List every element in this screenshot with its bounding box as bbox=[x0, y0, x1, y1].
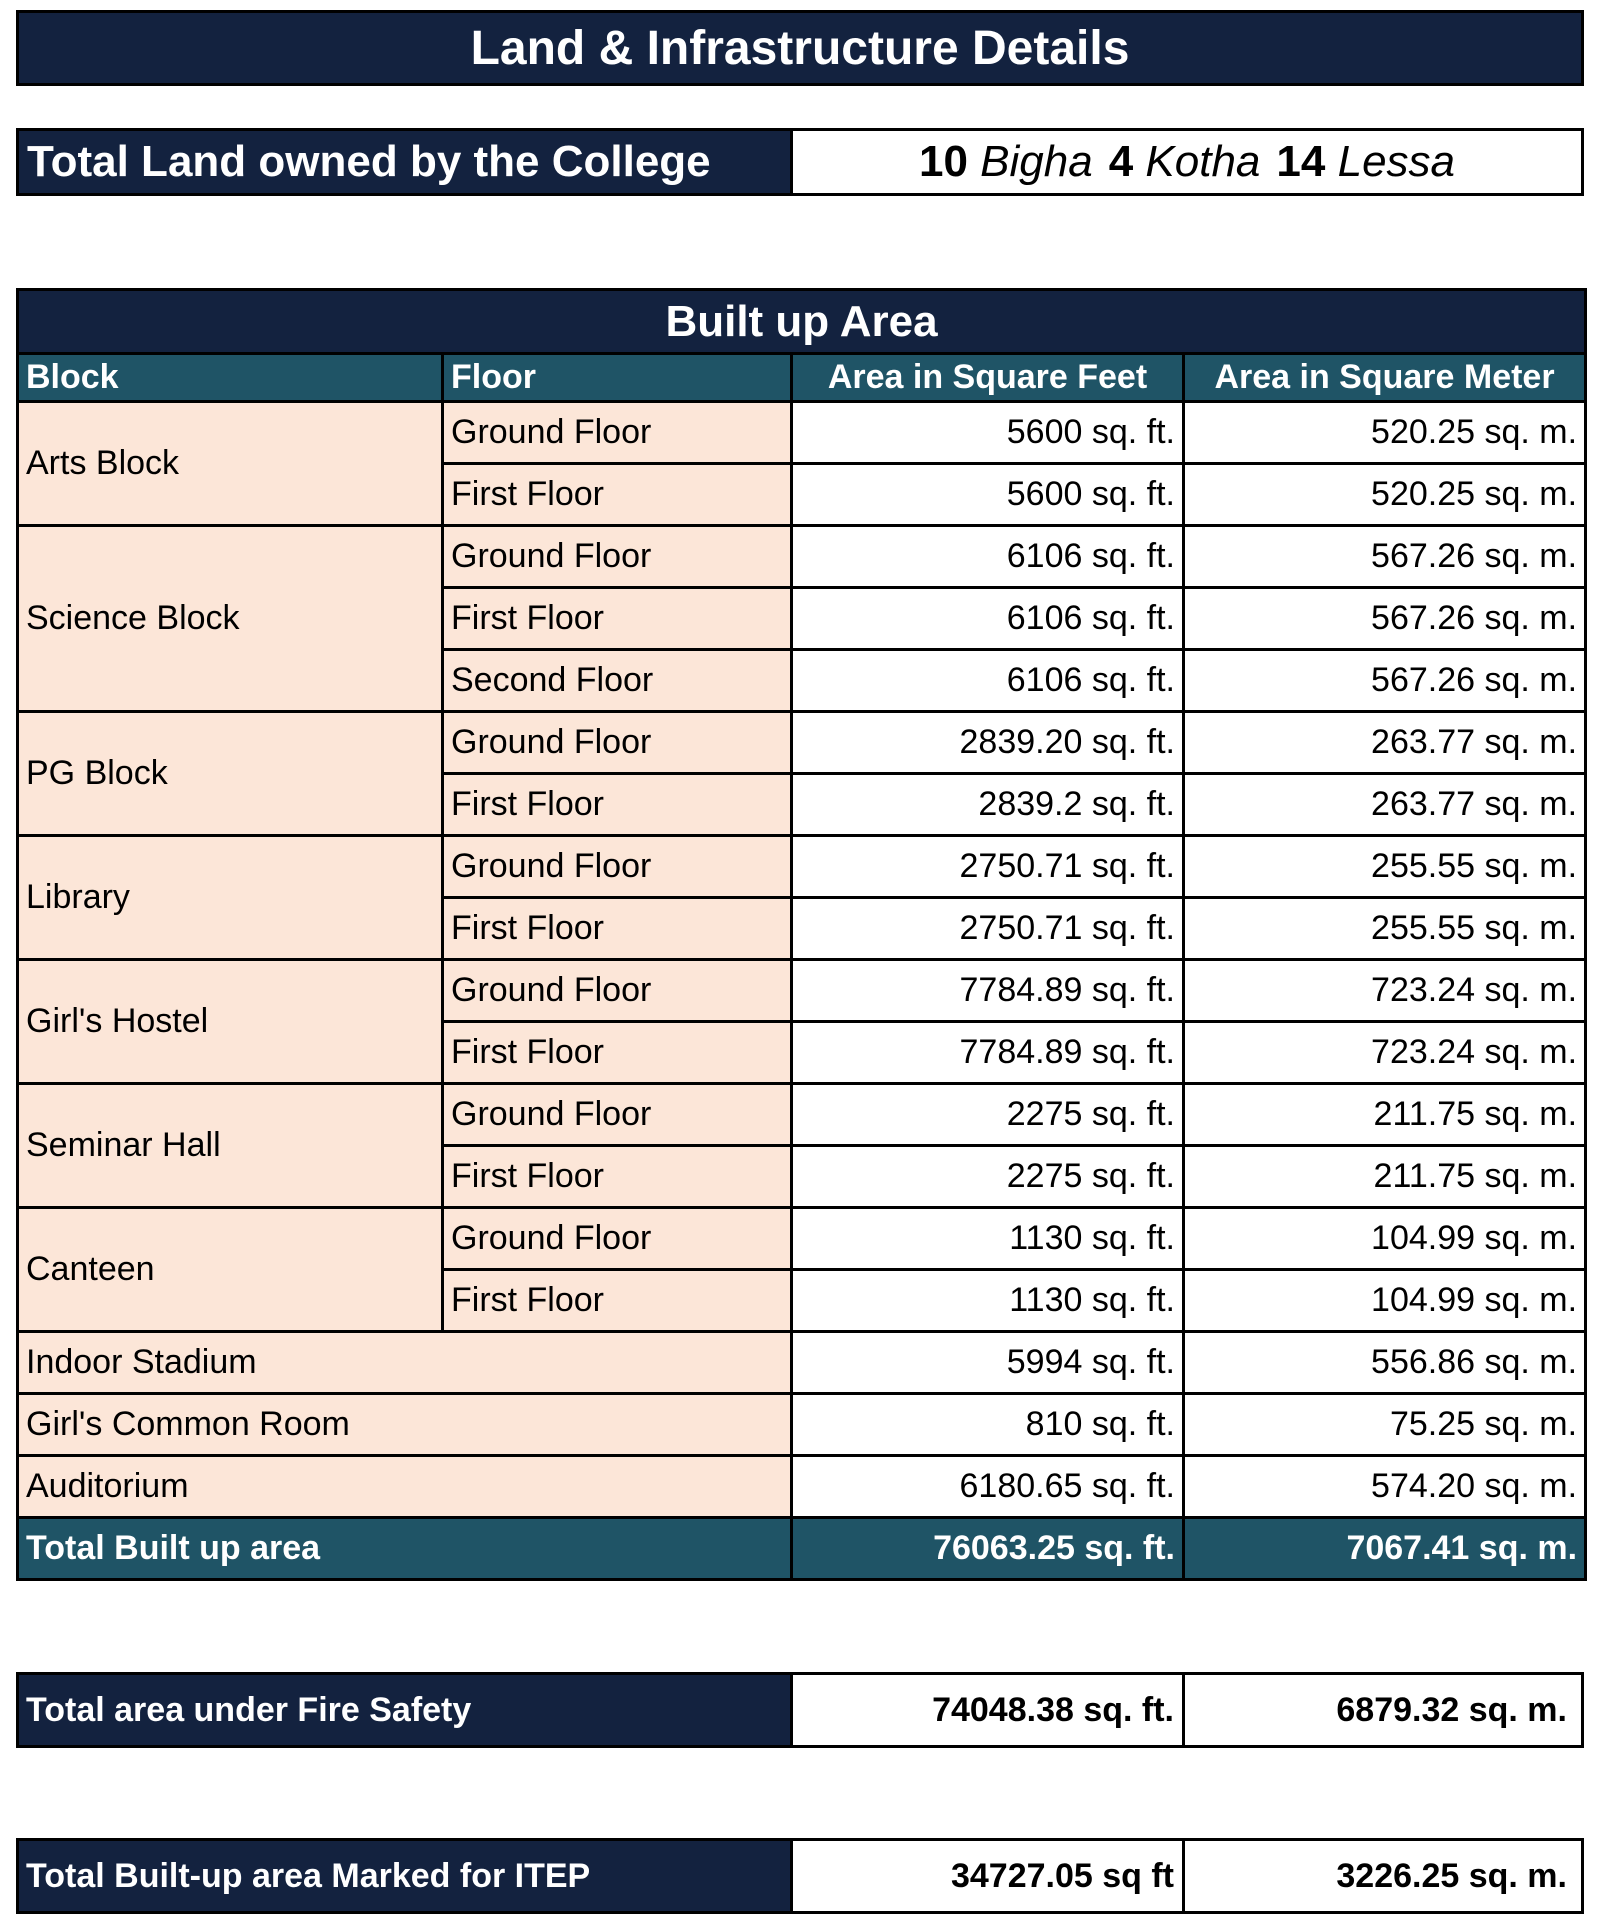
floor-name: First Floor bbox=[443, 1146, 792, 1208]
area-sqm: 567.26 sq. m. bbox=[1184, 650, 1586, 712]
area-sqm: 723.24 sq. m. bbox=[1184, 960, 1586, 1022]
area-sqm: 556.86 sq. m. bbox=[1184, 1332, 1586, 1394]
floor-name: Ground Floor bbox=[443, 1208, 792, 1270]
floor-name: Ground Floor bbox=[443, 836, 792, 898]
fire-safety-row bbox=[16, 1672, 1584, 1748]
table-row bbox=[18, 960, 1586, 1022]
area-sqft: 7784.89 sq. ft. bbox=[792, 960, 1184, 1022]
area-sqm: 567.26 sq. m. bbox=[1184, 526, 1586, 588]
area-sqm: 211.75 sq. m. bbox=[1184, 1084, 1586, 1146]
table-row bbox=[18, 402, 1586, 464]
area-sqft: 1130 sq. ft. bbox=[792, 1270, 1184, 1332]
floor-name: First Floor bbox=[443, 898, 792, 960]
area-sqft: 5994 sq. ft. bbox=[792, 1332, 1184, 1394]
total-sqm: 7067.41 sq. m. bbox=[1184, 1518, 1586, 1580]
area-sqm: 255.55 sq. m. bbox=[1184, 836, 1586, 898]
block-name: PG Block bbox=[18, 712, 443, 836]
kotha-number: 4 bbox=[1108, 137, 1134, 186]
built-up-caption: Built up Area bbox=[18, 290, 1586, 354]
itep-label: Total Built-up area Marked for ITEP bbox=[19, 1841, 793, 1911]
area-sqft: 2275 sq. ft. bbox=[792, 1146, 1184, 1208]
floor-name: First Floor bbox=[443, 1270, 792, 1332]
area-sqft: 2839.20 sq. ft. bbox=[792, 712, 1184, 774]
kotha-unit: Kotha bbox=[1145, 137, 1261, 186]
table-row bbox=[18, 1084, 1586, 1146]
header-sqm: Area in Square Meter bbox=[1184, 354, 1586, 402]
floor-name: Ground Floor bbox=[443, 1084, 792, 1146]
built-up-area-table bbox=[16, 288, 1584, 1581]
area-sqm: 567.26 sq. m. bbox=[1184, 588, 1586, 650]
itep-sqm: 3226.25 sq. m. bbox=[1336, 1856, 1567, 1895]
bigha-unit: Bigha bbox=[980, 137, 1093, 186]
area-sqft: 2839.2 sq. ft. bbox=[792, 774, 1184, 836]
block-name: Girl's Common Room bbox=[18, 1394, 792, 1456]
fire-safety-sqft: 74048.38 sq. ft. bbox=[793, 1675, 1185, 1745]
block-name: Arts Block bbox=[18, 402, 443, 526]
land-value bbox=[793, 131, 1581, 193]
table-row bbox=[18, 1456, 1586, 1518]
land-label: Total Land owned by the College bbox=[19, 131, 793, 193]
area-sqft: 2750.71 sq. ft. bbox=[792, 836, 1184, 898]
table-row bbox=[18, 1332, 1586, 1394]
floor-name: First Floor bbox=[443, 464, 792, 526]
land-summary bbox=[16, 128, 1584, 196]
block-name: Girl's Hostel bbox=[18, 960, 443, 1084]
itep-sqft: 34727.05 sq ft bbox=[793, 1841, 1185, 1911]
area-sqm: 104.99 sq. m. bbox=[1184, 1208, 1586, 1270]
page-title: Land & Infrastructure Details bbox=[16, 10, 1584, 86]
area-sqm: 255.55 sq. m. bbox=[1184, 898, 1586, 960]
area-sqm: 263.77 sq. m. bbox=[1184, 712, 1586, 774]
block-name: Canteen bbox=[18, 1208, 443, 1332]
total-row bbox=[18, 1518, 1586, 1580]
bigha-number: 10 bbox=[918, 137, 968, 186]
area-sqft: 6180.65 sq. ft. bbox=[792, 1456, 1184, 1518]
table-row bbox=[18, 1394, 1586, 1456]
area-sqm: 574.20 sq. m. bbox=[1184, 1456, 1586, 1518]
table-row bbox=[18, 1208, 1586, 1270]
floor-name: Ground Floor bbox=[443, 712, 792, 774]
area-sqm: 520.25 sq. m. bbox=[1184, 402, 1586, 464]
area-sqft: 5600 sq. ft. bbox=[792, 402, 1184, 464]
area-sqm: 723.24 sq. m. bbox=[1184, 1022, 1586, 1084]
header-block: Block bbox=[18, 354, 443, 402]
fire-safety-label: Total area under Fire Safety bbox=[19, 1675, 793, 1745]
floor-name: Ground Floor bbox=[443, 402, 792, 464]
block-name: Indoor Stadium bbox=[18, 1332, 792, 1394]
table-row bbox=[18, 712, 1586, 774]
area-sqft: 1130 sq. ft. bbox=[792, 1208, 1184, 1270]
block-name: Science Block bbox=[18, 526, 443, 712]
area-sqft: 6106 sq. ft. bbox=[792, 588, 1184, 650]
block-name: Auditorium bbox=[18, 1456, 792, 1518]
total-sqft: 76063.25 sq. ft. bbox=[792, 1518, 1184, 1580]
header-floor: Floor bbox=[443, 354, 792, 402]
floor-name: Ground Floor bbox=[443, 526, 792, 588]
table-row bbox=[18, 836, 1586, 898]
area-sqft: 7784.89 sq. ft. bbox=[792, 1022, 1184, 1084]
total-label: Total Built up area bbox=[18, 1518, 792, 1580]
area-sqm: 75.25 sq. m. bbox=[1184, 1394, 1586, 1456]
floor-name: Second Floor bbox=[443, 650, 792, 712]
block-name: Library bbox=[18, 836, 443, 960]
block-name: Seminar Hall bbox=[18, 1084, 443, 1208]
area-sqft: 2750.71 sq. ft. bbox=[792, 898, 1184, 960]
lessa-number: 14 bbox=[1276, 137, 1326, 186]
area-sqm: 263.77 sq. m. bbox=[1184, 774, 1586, 836]
area-sqm: 104.99 sq. m. bbox=[1184, 1270, 1586, 1332]
area-sqft: 6106 sq. ft. bbox=[792, 526, 1184, 588]
floor-name: First Floor bbox=[443, 588, 792, 650]
area-sqft: 5600 sq. ft. bbox=[792, 464, 1184, 526]
floor-name: First Floor bbox=[443, 774, 792, 836]
header-sqft: Area in Square Feet bbox=[792, 354, 1184, 402]
table-row bbox=[18, 526, 1586, 588]
itep-row bbox=[16, 1838, 1584, 1914]
lessa-unit: Lessa bbox=[1337, 137, 1456, 186]
built-up-body bbox=[18, 402, 1586, 1580]
area-sqft: 6106 sq. ft. bbox=[792, 650, 1184, 712]
fire-safety-sqm: 6879.32 sq. m. bbox=[1336, 1690, 1567, 1729]
area-sqft: 2275 sq. ft. bbox=[792, 1084, 1184, 1146]
built-up-table bbox=[16, 288, 1587, 1581]
area-sqft: 810 sq. ft. bbox=[792, 1394, 1184, 1456]
area-sqm: 520.25 sq. m. bbox=[1184, 464, 1586, 526]
area-sqm: 211.75 sq. m. bbox=[1184, 1146, 1586, 1208]
floor-name: Ground Floor bbox=[443, 960, 792, 1022]
floor-name: First Floor bbox=[443, 1022, 792, 1084]
